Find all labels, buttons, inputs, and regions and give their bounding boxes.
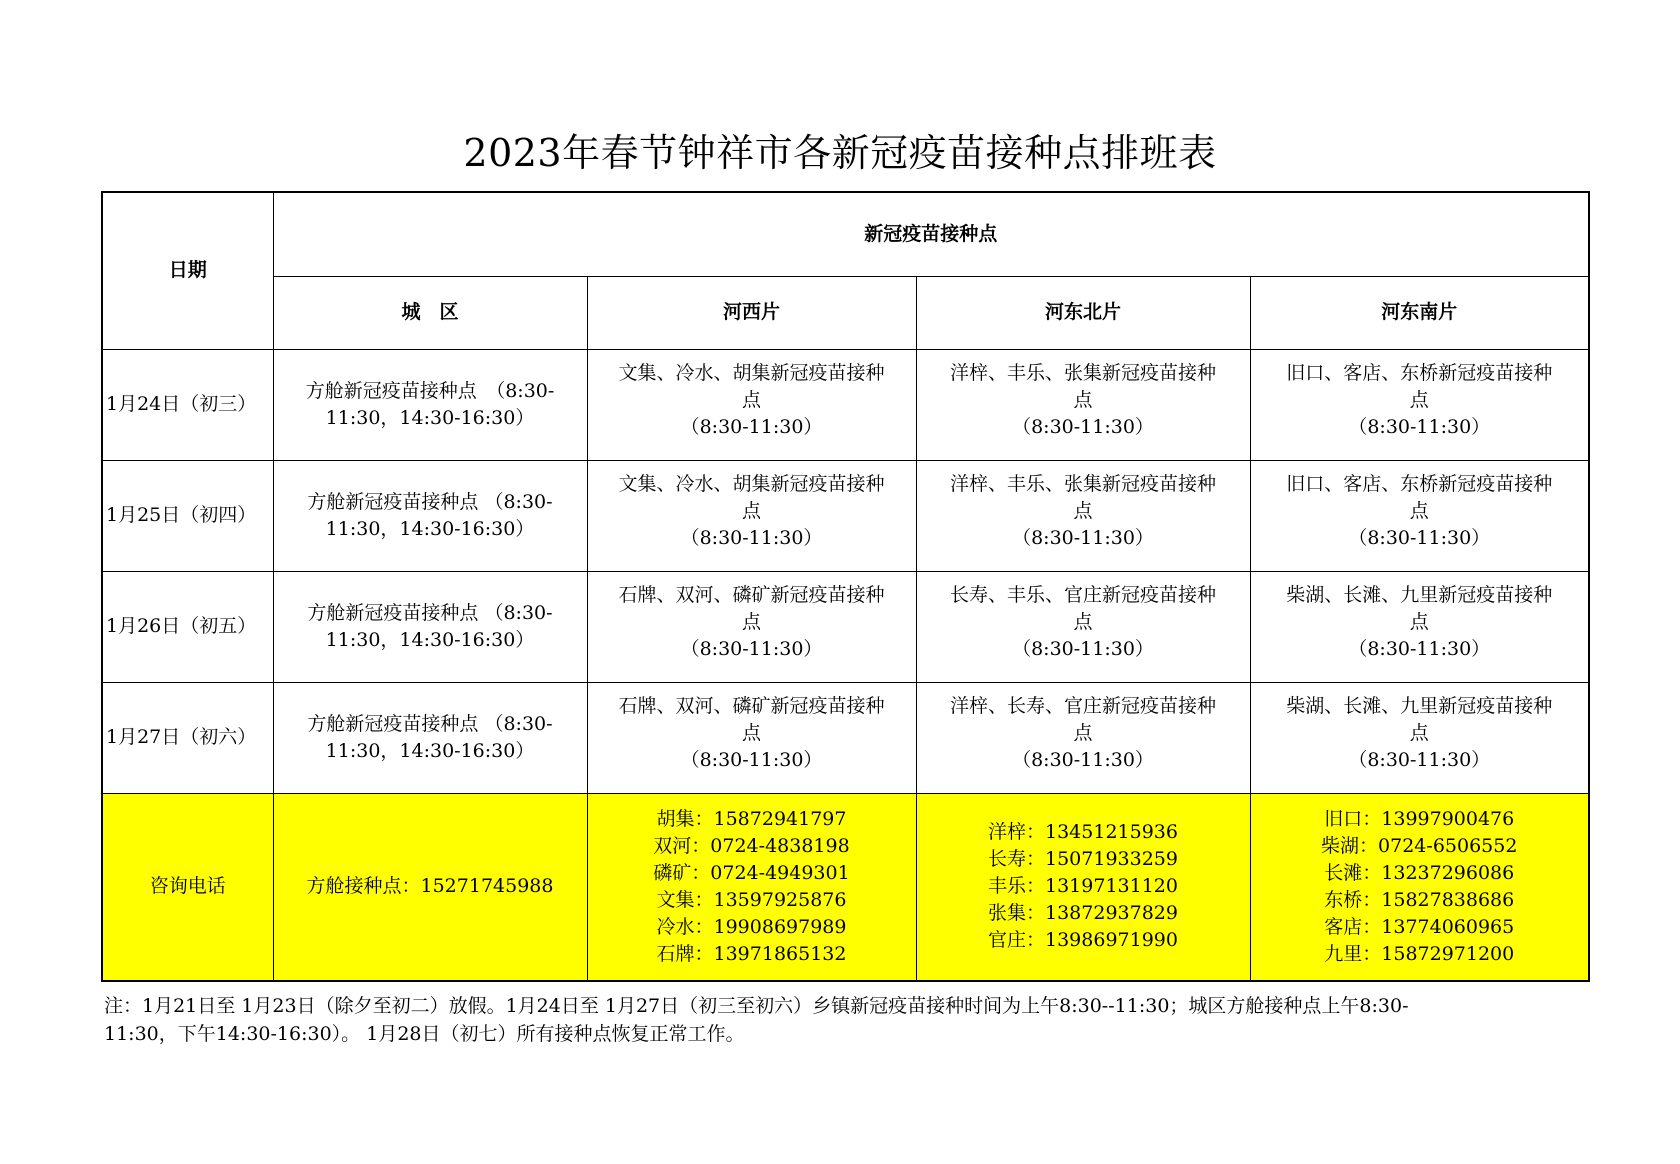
phone-entry: 冷水：19908697989 (656, 915, 847, 938)
hedongnan-suffix: 点 (1409, 721, 1429, 744)
hedongnan-time: （8:30-11:30） (1348, 637, 1491, 660)
phone-entry: 磷矿：0724-4949301 (653, 861, 850, 884)
phone-entry: 长寿：15071933259 (988, 848, 1178, 871)
date-cell: 1月26日（初五） (102, 571, 273, 682)
hedongbei-sites: 洋梓、丰乐、张集新冠疫苗接种 (949, 472, 1216, 495)
hedongnan-cell (1250, 349, 1589, 460)
hedongbei-time: （8:30-11:30） (1012, 526, 1154, 549)
footnote-line2: 11:30，下午14:30-16:30）。 1月28日（初七）所有接种点恢复正常工作。 (104, 1023, 745, 1045)
hedongnan-cell (1250, 571, 1589, 682)
city-time-line1: 方舱新冠疫苗接种点 （8:30- (307, 601, 553, 624)
hedongbei-cell (916, 571, 1250, 682)
date-cell: 1月24日（初三） (102, 349, 273, 460)
hexi-sites: 文集、冷水、胡集新冠疫苗接种 (618, 361, 885, 384)
hexi-cell (587, 571, 916, 682)
hedongbei-cell (916, 349, 1250, 460)
hedongbei-suffix: 点 (1073, 388, 1093, 411)
phone-entry: 九里：15872971200 (1324, 942, 1515, 965)
hexi-cell (587, 460, 916, 571)
hedongbei-time: （8:30-11:30） (1012, 637, 1154, 660)
phone-entry: 洋梓：13451215936 (988, 821, 1178, 844)
hedongbei-cell (916, 460, 1250, 571)
phone-row (102, 793, 1589, 981)
phone-entry: 丰乐：13197131120 (988, 875, 1178, 898)
column-header-hedongbei: 河东北片 (916, 276, 1250, 349)
phone-entry: 长滩：13237296086 (1324, 861, 1515, 884)
hedongbei-suffix: 点 (1073, 499, 1093, 522)
city-time-line2: 11:30，14:30-16:30） (325, 517, 535, 540)
hedongnan-suffix: 点 (1409, 610, 1429, 633)
hexi-sites: 文集、冷水、胡集新冠疫苗接种 (618, 472, 885, 495)
column-header-hexi: 河西片 (587, 276, 916, 349)
date-cell: 1月25日（初四） (102, 460, 273, 571)
phone-entry: 文集：13597925876 (656, 888, 847, 911)
hedongbei-time: （8:30-11:30） (1012, 415, 1154, 438)
hedongbei-time: （8:30-11:30） (1012, 748, 1154, 771)
hedongnan-sites: 旧口、客店、东桥新冠疫苗接种 (1286, 361, 1553, 384)
hexi-sites: 石牌、双河、磷矿新冠疫苗接种 (618, 583, 885, 606)
footnote (104, 992, 1594, 1048)
hexi-cell (587, 682, 916, 793)
phone-entry: 张集：13872937829 (988, 902, 1178, 925)
city-time-line1: 方舱新冠疫苗接种点 （8:30- (307, 712, 553, 735)
header-row-2 (102, 276, 1589, 349)
city-cell (273, 349, 587, 460)
hedongnan-suffix: 点 (1409, 499, 1429, 522)
hexi-cell (587, 349, 916, 460)
phone-entry: 官庄：13986971990 (988, 929, 1178, 952)
table-row (102, 682, 1589, 793)
hedongnan-cell (1250, 682, 1589, 793)
hexi-suffix: 点 (741, 388, 761, 411)
phone-hedongnan (1250, 793, 1589, 981)
column-header-city: 城 区 (273, 276, 587, 349)
page-title: 2023年春节钟祥市各新冠疫苗接种点排班表 (463, 131, 1217, 175)
hexi-suffix: 点 (741, 499, 761, 522)
hedongbei-sites: 长寿、丰乐、官庄新冠疫苗接种 (949, 583, 1216, 606)
group-header: 新冠疫苗接种点 (273, 192, 1589, 276)
city-time-line1: 方舱新冠疫苗接种点 （8:30- (305, 379, 555, 402)
hexi-time: （8:30-11:30） (680, 526, 823, 549)
phone-entry: 客店：13774060965 (1324, 915, 1515, 938)
city-time-line2: 11:30，14:30-16:30） (325, 406, 535, 429)
hexi-time: （8:30-11:30） (680, 637, 823, 660)
hexi-time: （8:30-11:30） (680, 748, 823, 771)
hexi-time: （8:30-11:30） (680, 415, 823, 438)
phone-entry: 双河：0724-4838198 (653, 834, 850, 857)
table-row (102, 460, 1589, 571)
hedongbei-sites: 洋梓、长寿、官庄新冠疫苗接种 (949, 694, 1216, 717)
hedongnan-cell (1250, 460, 1589, 571)
hedongbei-suffix: 点 (1073, 721, 1093, 744)
date-header: 日期 (102, 192, 273, 349)
hexi-sites: 石牌、双河、磷矿新冠疫苗接种 (618, 694, 885, 717)
schedule-table (101, 191, 1590, 982)
table-row (102, 571, 1589, 682)
hedongnan-suffix: 点 (1409, 388, 1429, 411)
phone-entry: 柴湖：0724-6506552 (1321, 834, 1518, 857)
hedongnan-time: （8:30-11:30） (1348, 415, 1491, 438)
phone-city: 方舱接种点：15271745988 (273, 793, 587, 981)
city-time-line1: 方舱新冠疫苗接种点 （8:30- (307, 490, 553, 513)
footnote-line1: 注：1月21日至 1月23日（除夕至初二）放假。1月24日至 1月27日（初三至初六）乡镇新冠疫苗接种时间为上午8:30--11:30；城区方舱接种点上午8:30- (104, 995, 1409, 1017)
phone-entry: 石牌：13971865132 (656, 942, 847, 965)
hexi-suffix: 点 (741, 610, 761, 633)
phone-hedongbei (916, 793, 1250, 981)
hedongnan-time: （8:30-11:30） (1348, 748, 1491, 771)
hedongbei-sites: 洋梓、丰乐、张集新冠疫苗接种 (949, 361, 1216, 384)
city-cell (273, 571, 587, 682)
city-cell (273, 460, 587, 571)
phone-entry: 胡集：15872941797 (656, 807, 847, 830)
table-row (102, 349, 1589, 460)
hedongnan-sites: 旧口、客店、东桥新冠疫苗接种 (1286, 472, 1553, 495)
header-row-1 (102, 192, 1589, 276)
hedongnan-time: （8:30-11:30） (1348, 526, 1491, 549)
phone-label: 咨询电话 (102, 793, 273, 981)
hedongnan-sites: 柴湖、长滩、九里新冠疫苗接种 (1286, 694, 1553, 717)
column-header-hedongnan: 河东南片 (1250, 276, 1589, 349)
city-time-line2: 11:30，14:30-16:30） (325, 739, 535, 762)
phone-hexi (587, 793, 916, 981)
hedongbei-suffix: 点 (1073, 610, 1093, 633)
phone-entry: 旧口：13997900476 (1324, 807, 1515, 830)
hedongbei-cell (916, 682, 1250, 793)
date-cell: 1月27日（初六） (102, 682, 273, 793)
city-time-line2: 11:30，14:30-16:30） (325, 628, 535, 651)
hexi-suffix: 点 (741, 721, 761, 744)
city-cell (273, 682, 587, 793)
phone-entry: 东桥：15827838686 (1324, 888, 1515, 911)
hedongnan-sites: 柴湖、长滩、九里新冠疫苗接种 (1286, 583, 1553, 606)
